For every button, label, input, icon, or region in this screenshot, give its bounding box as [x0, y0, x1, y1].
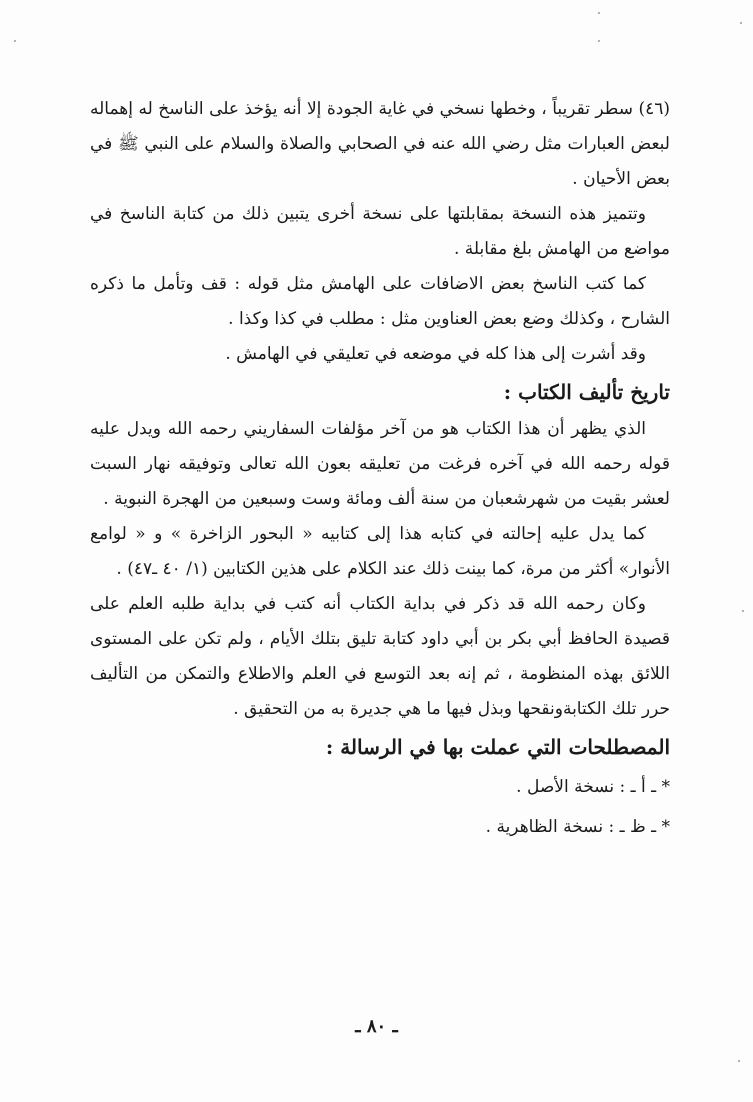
scan-speck	[740, 22, 742, 24]
paragraph-manuscript-description: (٤٦) سطر تقريباً ، وخطها نسخي في غاية الجودة إلا أنه يؤخذ على الناسخ له إهماله لبعض العبارات مثل رضي الله عنه في الصحابي والصلاة والسلام على النبي ﷺ في بعض الأحيان .	[90, 99, 670, 189]
paragraph-cross-references: كما يدل عليه إحالته في كتابه هذا إلى كتابيه « البحور الزاخرة » و « لوامع الأنوار» أكثر من مرة، كما بينت ذلك عند الكلام على هذين الكتابين (١/ ٤٠ ـ٤٧) .	[90, 524, 670, 579]
paragraph-notes: وقد أشرت إلى هذا كله في موضعه في تعليقي في الهامش .	[225, 344, 646, 364]
scan-speck	[598, 12, 600, 14]
heading-terminology: المصطلحات التي عملت بها في الرسالة :	[325, 735, 670, 759]
page-body	[90, 92, 670, 847]
heading-date-of-authorship: تاريخ تأليف الكتاب :	[503, 380, 670, 404]
paragraph-additions: كما كتب الناسخ بعض الاضافات على الهامش مثل قوله : قف وتأمل ما ذكره الشارح ، وكذلك وضع بعض العناوين مثل : مطلب في كذا وكذا .	[90, 274, 670, 329]
scan-speck	[14, 40, 16, 42]
term-item-zahiriyya: * ـ ظ ـ : نسخة الظاهرية .	[485, 817, 670, 837]
scan-speck	[598, 40, 600, 42]
paragraph-revision: وكان رحمه الله قد ذكر في بداية الكتاب أنه كتب في بداية طلبه العلم على قصيدة الحافظ أبي بكر بن أبي داود كتابة تليق بتلك الأيام ، ولم تكن على المستوى اللائق بهذه المنظومة ، ثم إنه بعد التوسع في العلم والاطلاع والتمكن من التأليف حرر تلك الكتابةونقحها وبذل فيها ما هي جديرة به من التحقيق .	[90, 594, 670, 719]
scan-speck	[742, 610, 744, 612]
scan-speck	[738, 1060, 740, 1062]
term-item-original: * ـ أ ـ : نسخة الأصل .	[516, 777, 670, 797]
paragraph-comparison: وتتميز هذه النسخة بمقابلتها على نسخة أخرى يتبين ذلك من كتابة الناسخ في مواضع من الهامش بلغ مقابلة .	[90, 204, 670, 259]
paragraph-date-evidence: الذي يظهر أن هذا الكتاب هو من آخر مؤلفات السفاريني رحمه الله ويدل عليه قوله رحمه الله في آخره فرغت من تعليقه بعون الله تعالى وتوفيقه نهار السبت لعشر بقيت من شهرشعبان من سنة ألف ومائة وست وسبعين من الهجرة النبوية .	[90, 419, 670, 509]
page-number: ـ ٨٠ ـ	[355, 1016, 398, 1037]
